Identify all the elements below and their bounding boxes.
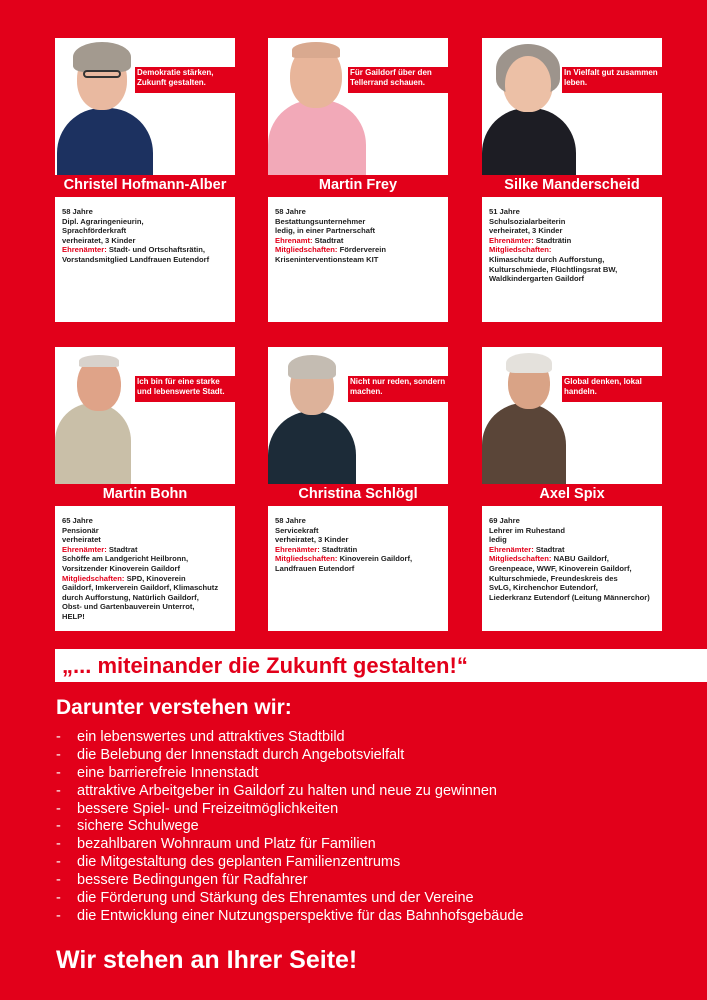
candidate-quote: Nicht nur reden, sondern machen. bbox=[348, 376, 448, 402]
info-line: Mitgliedschaften: Förderverein bbox=[275, 245, 386, 255]
info-line: Ehrenämter: Stadtrat bbox=[62, 544, 138, 554]
info-line: Bestattungsunternehmer bbox=[275, 216, 366, 226]
candidate-info bbox=[482, 506, 662, 631]
candidate-name: Silke Manderscheid bbox=[504, 177, 640, 193]
list-item: - die Belebung der Innenstadt durch Angebotsvielfalt bbox=[56, 746, 405, 763]
slogan: „... miteinander die Zukunft gestalten!“ bbox=[62, 653, 468, 678]
list-item: - die Mitgestaltung des geplanten Familienzentrums bbox=[56, 854, 401, 871]
candidate-name: Christina Schlögl bbox=[298, 486, 418, 502]
candidate-quote: Für Gaildorf über den Tellerrand schauen. bbox=[348, 67, 448, 93]
candidate-quote: Demokratie stärken, Zukunft gestalten. bbox=[135, 67, 235, 93]
info-line: SvLG, Kirchenchor Eutendorf, bbox=[489, 583, 598, 593]
info-line: Dipl. Agraringenieurin, bbox=[62, 216, 144, 226]
info-line: 65 Jahre bbox=[62, 516, 93, 525]
info-line: HELP! bbox=[62, 611, 85, 621]
info-line: Gaildorf, Imkerverein Gaildorf, Klimaschutz bbox=[62, 583, 219, 593]
candidate-info bbox=[268, 506, 448, 631]
list-item: - bessere Spiel- und Freizeitmöglichkeiten bbox=[56, 800, 339, 817]
list-item: - attraktive Arbeitgeber in Gaildorf zu halten und neue zu gewinnen bbox=[56, 782, 497, 799]
info-line: Mitgliedschaften: SPD, Kinoverein bbox=[62, 573, 186, 583]
info-line: Ehrenämter: Stadträtin bbox=[275, 544, 358, 554]
info-line: Sprachförderkraft bbox=[62, 226, 127, 236]
candidate-photo bbox=[55, 38, 235, 175]
candidate-quote: In Vielfalt gut zusammen leben. bbox=[562, 67, 662, 93]
info-line: Landfrauen Eutendorf bbox=[275, 563, 355, 573]
info-line: Vorsitzender Kinoverein Gaildorf bbox=[62, 563, 181, 573]
candidate-name: Christel Hofmann-Alber bbox=[63, 177, 227, 193]
info-line: Obst- und Gartenbauverein Unterrot, bbox=[62, 602, 195, 612]
candidate-name: Martin Frey bbox=[318, 177, 398, 193]
candidate-photo bbox=[268, 38, 448, 175]
list-item: - bezahlbaren Wohnraum und Platz für Familien bbox=[56, 836, 376, 853]
info-line: Mitgliedschaften: Kinoverein Gaildorf, bbox=[275, 554, 413, 564]
info-line: Kulturschmiede, Flüchtlingsrat BW, bbox=[489, 264, 618, 274]
list-item: - bessere Bedingungen für Radfahrer bbox=[56, 872, 308, 889]
candidate-info bbox=[482, 197, 662, 322]
info-line: Mitgliedschaften: NABU Gaildorf, bbox=[489, 554, 609, 564]
info-line: 58 Jahre bbox=[275, 516, 306, 525]
info-line: durch Aufforstung, Natürlich Gaildorf, bbox=[62, 592, 199, 602]
candidate-info bbox=[55, 506, 235, 631]
info-line: Ehrenämter: Stadtrat bbox=[489, 544, 565, 554]
candidate-photo bbox=[482, 38, 662, 175]
info-line: Klimaschutz durch Aufforstung, bbox=[489, 254, 605, 264]
info-line: 58 Jahre bbox=[62, 207, 93, 216]
candidate-photo bbox=[482, 347, 662, 484]
candidate-name: Axel Spix bbox=[539, 486, 605, 502]
info-line: verheiratet bbox=[62, 535, 101, 545]
info-line: Kriseninterventionsteam KIT bbox=[275, 254, 379, 264]
candidate-info bbox=[268, 197, 448, 322]
candidate-info bbox=[55, 197, 235, 322]
goals-list bbox=[56, 729, 524, 926]
info-line: verheiratet, 3 Kinder bbox=[62, 235, 136, 245]
info-line: Lehrer im Ruhestand bbox=[489, 525, 565, 535]
info-line: Schulsozialarbeiterin bbox=[489, 216, 566, 226]
info-line: Servicekraft bbox=[275, 525, 319, 535]
list-item: - eine barrierefreie Innenstadt bbox=[56, 764, 259, 781]
info-line: Schöffe am Landgericht Heilbronn, bbox=[62, 554, 189, 564]
candidate-photo bbox=[268, 347, 448, 484]
info-line: Ehrenämter: Stadt- und Ortschaftsrätin, bbox=[62, 245, 206, 255]
closing-statement: Wir stehen an Ihrer Seite! bbox=[56, 946, 358, 974]
info-line: ledig, in einer Partnerschaft bbox=[275, 226, 376, 236]
info-line: Greenpeace, WWF, Kinoverein Gaildorf, bbox=[489, 563, 632, 573]
info-line: verheiratet, 3 Kinder bbox=[489, 226, 563, 236]
goals-heading: Darunter verstehen wir: bbox=[56, 696, 292, 719]
info-line: 58 Jahre bbox=[275, 207, 306, 216]
info-line: verheiratet, 3 Kinder bbox=[275, 535, 349, 545]
info-line: 51 Jahre bbox=[489, 207, 520, 216]
list-item: - die Entwicklung einer Nutzungsperspektive für das Bahnhofsgebäude bbox=[56, 907, 524, 924]
info-line: ledig bbox=[489, 535, 507, 545]
info-line: Ehrenämter: Stadträtin bbox=[489, 235, 572, 245]
list-item: - die Förderung und Stärkung des Ehrenamtes und der Vereine bbox=[56, 890, 474, 907]
list-item: - sichere Schulwege bbox=[56, 818, 199, 835]
info-line: Pensionär bbox=[62, 525, 99, 535]
list-item: - ein lebenswertes und attraktives Stadtbild bbox=[56, 729, 345, 745]
candidate-photo bbox=[55, 347, 235, 484]
info-line: Kulturschmiede, Freundeskreis des bbox=[489, 573, 618, 583]
candidate-quote: Ich bin für eine starke und lebenswerte Stadt. bbox=[135, 376, 235, 402]
candidate-quote: Global denken, lokal handeln. bbox=[562, 376, 662, 402]
info-line: Vorstandsmitglied Landfrauen Eutendorf bbox=[62, 254, 210, 264]
info-line: Liederkranz Eutendorf (Leitung Männerchor) bbox=[489, 592, 650, 602]
info-line: Mitgliedschaften: bbox=[489, 245, 552, 255]
candidate-name: Martin Bohn bbox=[102, 486, 188, 502]
info-line: Ehrenamt: Stadtrat bbox=[275, 235, 344, 245]
info-line: Waldkindergarten Gaildorf bbox=[489, 274, 585, 284]
info-line: 69 Jahre bbox=[489, 516, 520, 525]
